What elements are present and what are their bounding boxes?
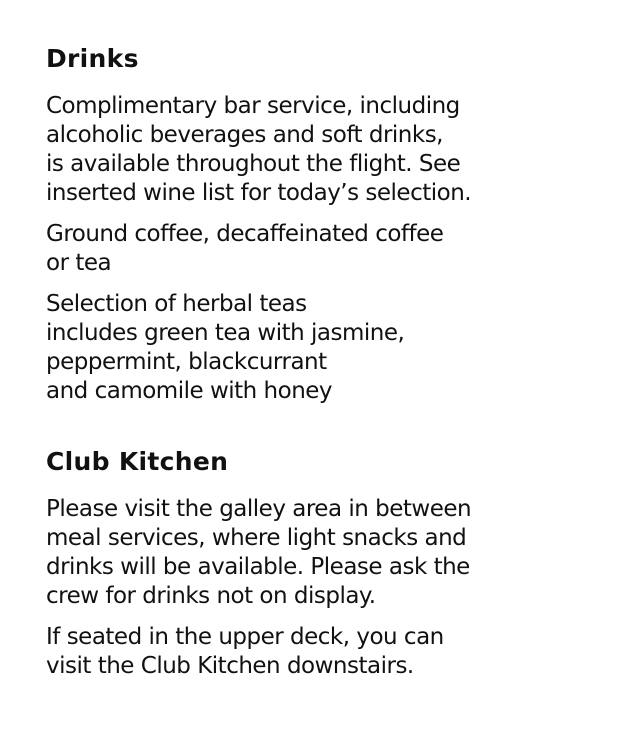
- text-line: or tea: [46, 250, 112, 276]
- galley-paragraph: [46, 495, 616, 611]
- text-line: inserted wine list for today’s selection.: [46, 180, 472, 206]
- text-line: visit the Club Kitchen downstairs.: [46, 653, 414, 679]
- text-line: If seated in the upper deck, you can: [46, 624, 444, 650]
- drinks-section: [46, 44, 616, 406]
- text-line: meal services, where light snacks and: [46, 525, 467, 551]
- text-line: Ground coffee, decaffeinated coffee: [46, 221, 444, 247]
- text-line: Selection of herbal teas: [46, 291, 307, 317]
- bar-service-paragraph: [46, 92, 616, 208]
- text-line: and camomile with honey: [46, 378, 333, 404]
- text-line: crew for drinks not on display.: [46, 583, 376, 609]
- club-kitchen-heading: Club Kitchen: [46, 447, 229, 476]
- menu-page: [46, 44, 616, 693]
- drinks-heading: Drinks: [46, 44, 139, 73]
- text-line: includes green tea with jasmine,: [46, 320, 405, 346]
- upper-deck-paragraph: [46, 623, 616, 681]
- club-kitchen-section: [46, 447, 616, 681]
- herbal-teas-paragraph: [46, 290, 616, 406]
- text-line: Complimentary bar service, including: [46, 93, 460, 119]
- text-line: drinks will be available. Please ask the: [46, 554, 470, 580]
- text-line: peppermint, blackcurrant: [46, 349, 327, 375]
- text-line: Please visit the galley area in between: [46, 496, 472, 522]
- coffee-paragraph: [46, 220, 616, 278]
- text-line: is available throughout the flight. See: [46, 151, 461, 177]
- text-line: alcoholic beverages and soft drinks,: [46, 122, 443, 148]
